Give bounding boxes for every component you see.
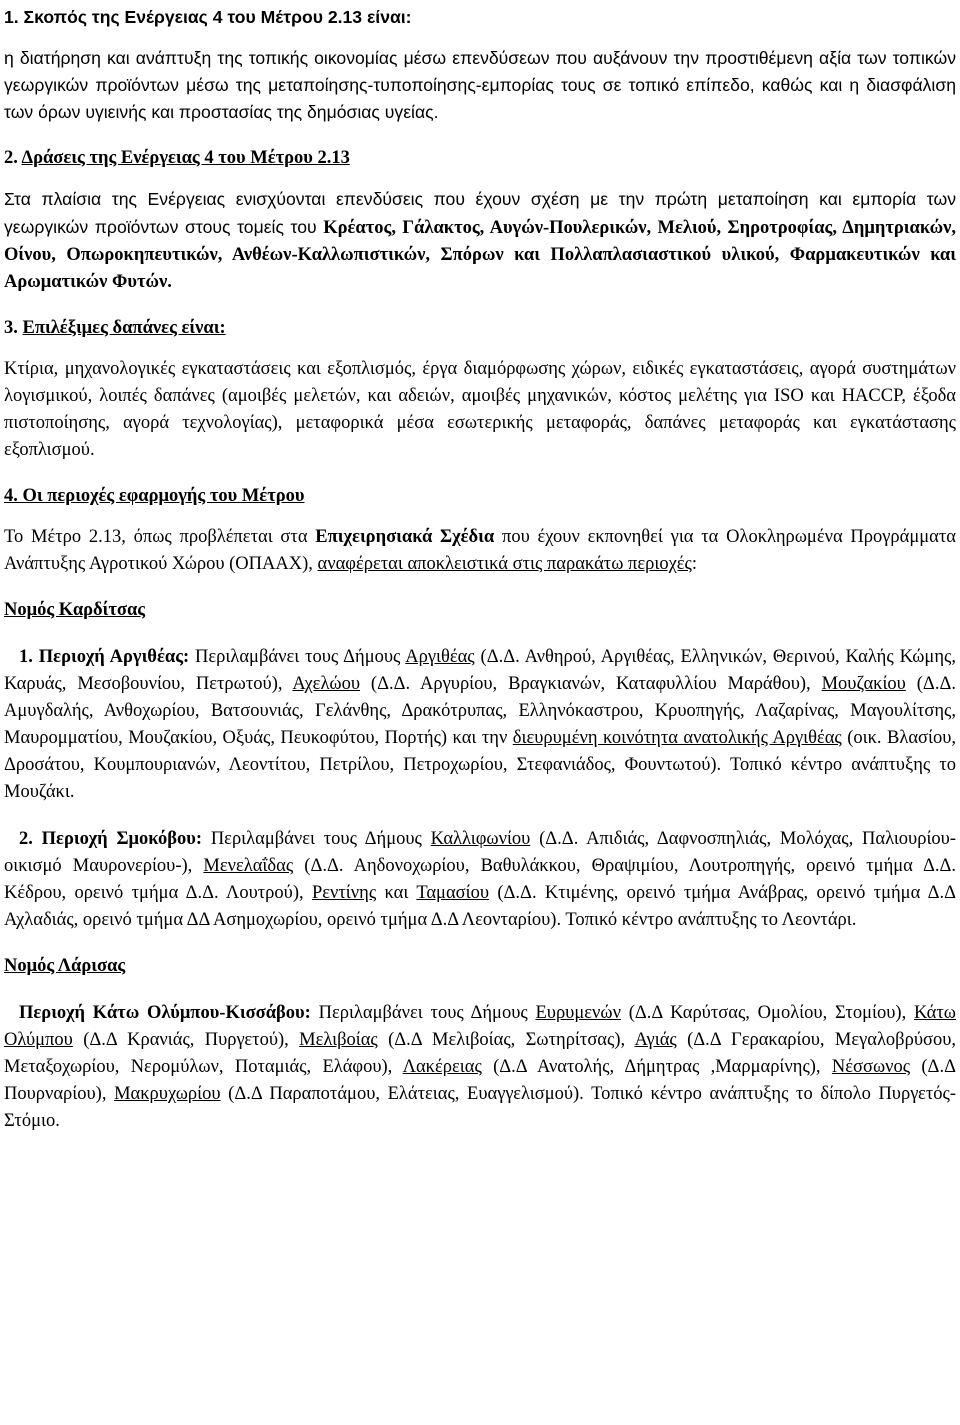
- section-1-body: η διατήρηση και ανάπτυξη της τοπικής οικονομίας μέσω επενδύσεων που αυξάνουν την προστιθέμενη αξία των τοπικών γεωργικών προϊόντων μέσω της μεταποίησης-τυποποίησης-εμπορίας τους σε τοπικό επίπεδο, καθώς και η διασφάλιση των όρων υγιεινής και προστασίας της δημόσιας υγείας.: [4, 48, 956, 122]
- section-3-body: Κτίρια, μηχανολογικές εγκαταστάσεις και εξοπλισμός, έργα διαμόρφωσης χώρων, ειδικές εγκαταστάσεις, αγορά συστημάτων λογισμικού, λοιπές δαπάνες (αμοιβές μελετών, και αδειών, αμοιβές μηχανικών, κόστος μελέτης για ISO και HACCP, έξοδα πιστοποίησης, αγορά τεχνολογίας), μεταφορικά μέσα εσωτερικής μεταφοράς, δαπάνες μεταφοράς και εγκατάστασης εξοπλισμού.: [4, 359, 956, 460]
- section-4-heading: 4. Οι περιοχές εφαρμογής του Μέτρου: [4, 486, 305, 506]
- karditsa-heading: Νομός Καρδίτσας: [4, 600, 146, 620]
- sectors-list: Κρέατος, Γάλακτος, Αυγών-Πουλερικών, Μελιού, Σηροτροφίας, Δημητριακών, Οίνου, Οπωροκηπευτικών, Ανθέων-Καλλωπιστικών, Σπόρων και Πολλαπλασιαστικού υλικού, Φαρμακευτικών και Αρωματικών Φυτών.: [4, 218, 956, 292]
- kai-word: και: [819, 75, 843, 95]
- document-page: [0, 4, 960, 1425]
- section-3-heading: 3. Επιλέξιμες δαπάνες είναι:: [4, 318, 226, 338]
- section-1-heading: 1. Σκοπός της Ενέργειας 4 του Μέτρου 2.13 είναι:: [4, 7, 412, 27]
- area-smokovo: 2. Περιοχή Σμοκόβου: Περιλαμβάνει τους Δήμους Καλλιφωνίου (Δ.Δ. Απιδιάς, Δαφνοσπηλιάς, Μολόχας, Παλιουρίου- οικισμό Μαυρονερίου-), Μενελαΐδας (Δ.Δ. Αηδονοχωρίου, Βαθυλάκκου, Θραψιμίου, Λουτροπηγής, ορεινό τμήμα Δ.Δ. Κέδρου, ορεινό τμήμα Δ.Δ. Λουτρού), Ρεντίνης και Ταμασίου (Δ.Δ. Κτιμένης, ορεινό τμήμα Ανάβρας, ορεινό τμήμα Δ.Δ Αχλαδιάς, ορεινό τμήμα ΔΔ Ασημοχωρίου, ορεινό τμήμα Δ.Δ Λεονταρίου). Τοπικό κέντρο ανάπτυξης το Λεοντάρι.: [4, 829, 957, 930]
- section-4-body: Το Μέτρο 2.13, όπως προβλέπεται στα Επιχειρησιακά Σχέδια που έχουν εκπονηθεί για τα Ολοκληρωμένα Προγράμματα Ανάπτυξης Αγροτικού Χώρου (ΟΠΑΑΧ), αναφέρεται αποκλειστικά στις παρακάτω περιοχές:: [4, 527, 956, 574]
- larisa-heading: Νομός Λάρισας: [4, 956, 126, 976]
- section-2-body: Στα πλαίσια της Ενέργειας ενισχύονται επενδύσεις που έχουν σχέση με την πρώτη μεταποίηση και εμπορία των γεωργικών προϊόντων στους τομείς του Κρέατος, Γάλακτος, Αυγών-Πουλερικών, Μελιού, Σηροτροφίας, Δημητριακών, Οίνου, Οπωροκηπευτικών, Ανθέων-Καλλωπιστικών, Σπόρων και Πολλαπλασιαστικού υλικού, Φαρμακευτικών και Αρωματικών Φυτών.: [4, 189, 956, 292]
- section-2-heading: 2. Δράσεις της Ενέργειας 4 του Μέτρου 2.13: [4, 148, 350, 168]
- area-argithea: 1. Περιοχή Αργιθέας: Περιλαμβάνει τους Δήμους Αργιθέας (Δ.Δ. Ανθηρού, Αργιθέας, Ελληνικών, Θερινού, Καλής Κώμης, Καρυάς, Μεσοβουνίου, Πετρωτού), Αχελώου (Δ.Δ. Αργυρίου, Βραγκιανών, Καταφυλλίου Μαράθου), Μουζακίου (Δ.Δ. Αμυγδαλής, Ανθοχωρίου, Βατσουνιάς, Γελάνθης, Δρακότρυπας, Ελληνόκαστρου, Κρυοπηγής, Λαζαρίνας, Μαγουλίτσης, Μαυρομματίου, Μουζακίου, Οξυάς, Πευκοφύτου, Πορτής) και την διευρυμένη κοινότητα ανατολικής Αργιθέας (οικ. Βλασίου, Δροσάτου, Κουμπουριανών, Λεοντίτου, Πετρίλου, Πετροχωρίου, Στεφανιάδος, Φουντωτού). Τοπικό κέντρο ανάπτυξης το Μουζάκι.: [4, 647, 956, 802]
- area-kato-olympos-kissavos: Περιοχή Κάτω Ολύμπου-Κισσάβου: Περιλαμβάνει τους Δήμους Ευρυμενών (Δ.Δ Καρύτσας, Ομολίου, Στομίου), Κάτω Ολύμπου (Δ.Δ Κρανιάς, Πυργετού), Μελιβοίας (Δ.Δ Μελιβοίας, Σωτηρίτσας), Αγιάς (Δ.Δ Γερακαρίου, Μεγαλοβρύσου, Μεταξοχωρίου, Νερομύλων, Ποταμιάς, Ελάφου), Λακέρειας (Δ.Δ Ανατολής, Δήμητρας ,Μαρμαρίνης), Νέσσωνος (Δ.Δ Πουρναρίου), Μακρυχωρίου (Δ.Δ Παραποτάμου, Ελάτειας, Ευαγγελισμού). Τοπικό κέντρο ανάπτυξης το δίπολο Πυργετός-Στόμιο.: [4, 1003, 956, 1131]
